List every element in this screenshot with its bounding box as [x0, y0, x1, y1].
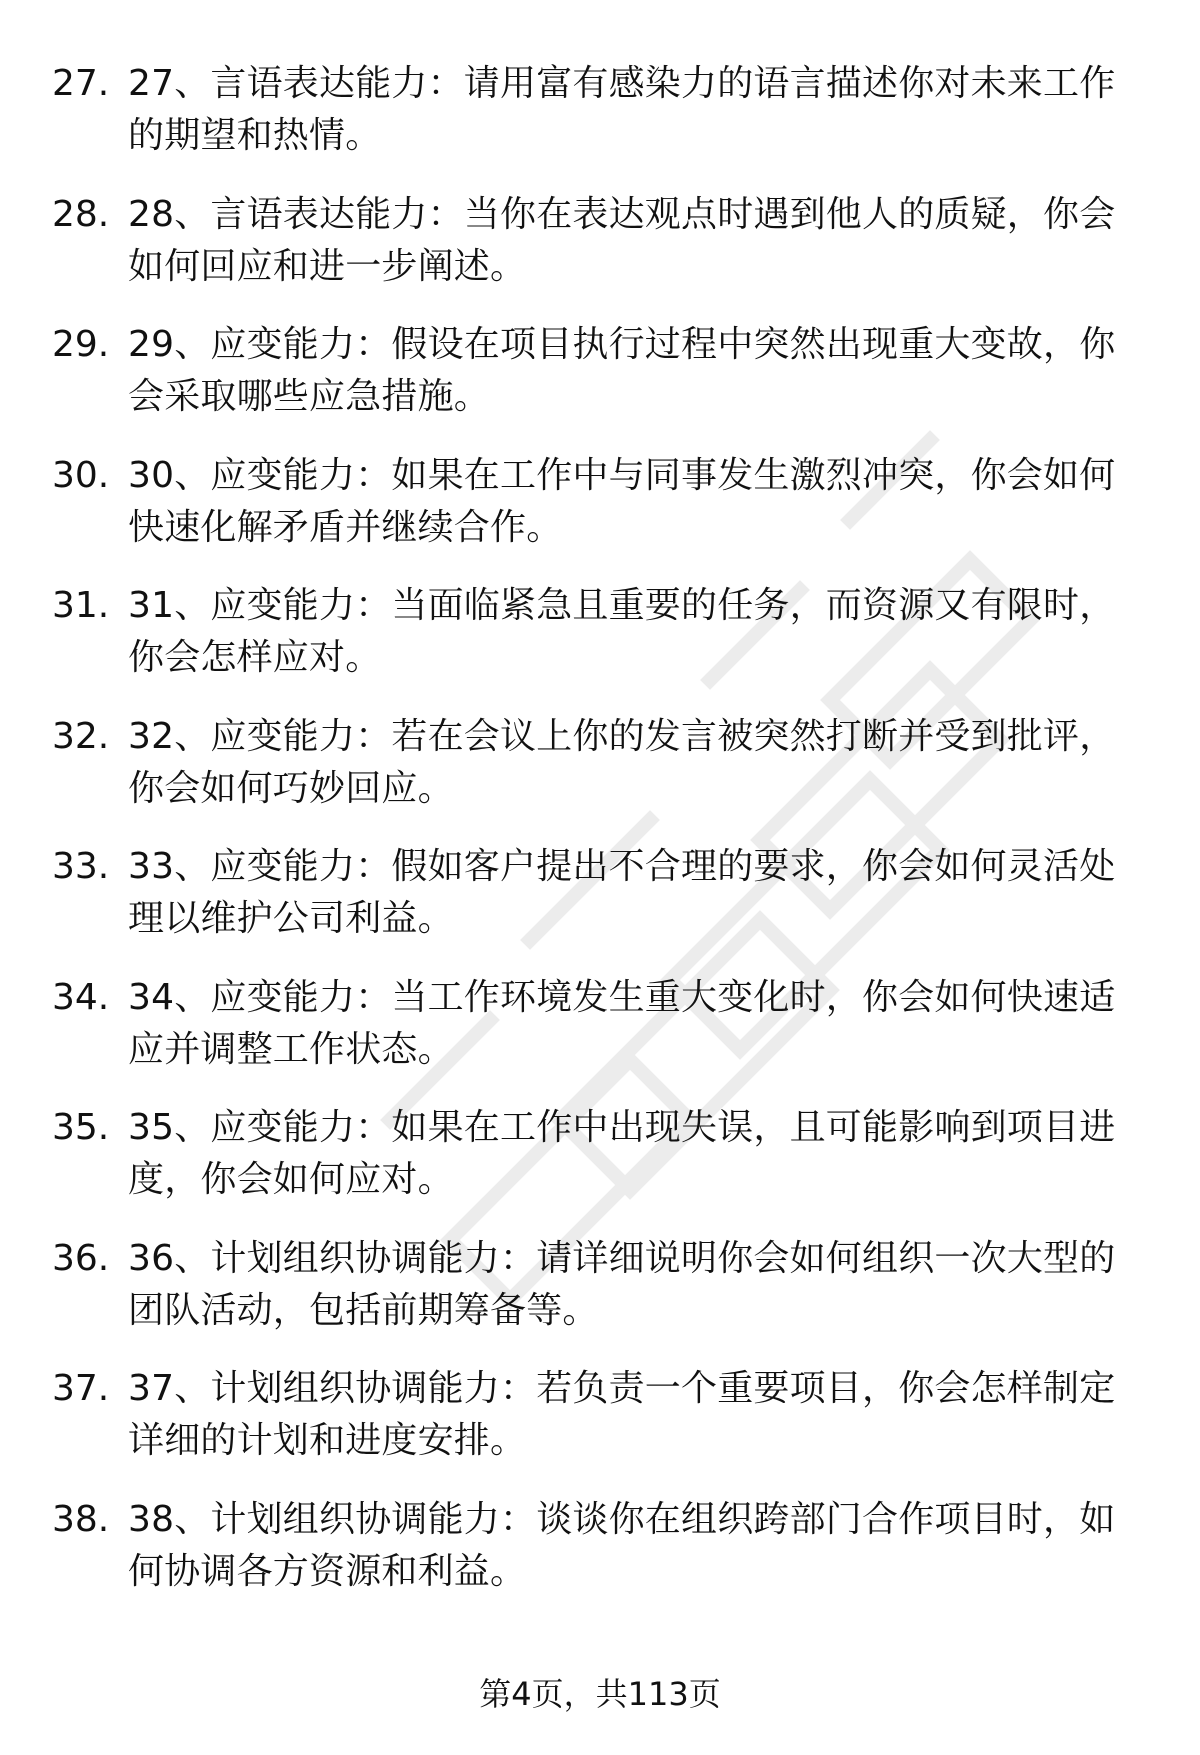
item-text: 37、计划组织协调能力：若负责一个重要项目，你会怎样制定详细的计划和进度安排。: [128, 1368, 1116, 1461]
list-item: [0, 189, 1200, 320]
item-text: 31、应变能力：当面临紧急且重要的任务，而资源又有限时，你会怎样应对。: [128, 585, 1116, 678]
item-text: 35、应变能力：如果在工作中出现失误，且可能影响到项目进度，你会如何应对。: [128, 1107, 1116, 1200]
list-item: [0, 841, 1200, 972]
item-text: 29、应变能力：假设在项目执行过程中突然出现重大变故，你会采取哪些应急措施。: [128, 324, 1116, 417]
page-footer: 第4页，共113页: [479, 1675, 721, 1713]
list-item: [0, 1363, 1200, 1494]
item-text: 38、计划组织协调能力：谈谈你在组织跨部门合作项目时，如何协调各方资源和利益。: [128, 1498, 1116, 1592]
item-number: 29.: [52, 324, 110, 365]
item-number: 33.: [52, 846, 110, 887]
item-text: 32、应变能力：若在会议上你的发言被突然打断并受到批评，你会如何巧妙回应。: [128, 715, 1116, 809]
list-item: [0, 1102, 1200, 1233]
item-text: 36、计划组织协调能力：请详细说明你会如何组织一次大型的团队活动，包括前期筹备等。: [128, 1237, 1116, 1331]
list-item: [0, 580, 1200, 711]
item-number: 30.: [52, 454, 110, 496]
list-item: [0, 972, 1200, 1103]
item-number: 34.: [52, 976, 110, 1018]
list-item: [0, 711, 1200, 842]
item-number: 37.: [52, 1368, 110, 1409]
item-number: 36.: [52, 1237, 110, 1279]
item-text: 33、应变能力：假如客户提出不合理的要求，你会如何灵活处理以维护公司利益。: [128, 846, 1116, 939]
item-text: 28、言语表达能力：当你在表达观点时遇到他人的质疑，你会如何回应和进一步阐述。: [128, 193, 1116, 287]
list-item: [0, 1233, 1200, 1364]
item-number: 38.: [52, 1498, 110, 1540]
item-number: 32.: [52, 715, 110, 757]
item-text: 30、应变能力：如果在工作中与同事发生激烈冲突，你会如何快速化解矛盾并继续合作。: [128, 454, 1116, 548]
item-number: 27.: [52, 63, 110, 104]
item-number: 35.: [52, 1107, 110, 1148]
item-number: 28.: [52, 193, 110, 235]
list-item: [0, 450, 1200, 581]
list-item: [0, 58, 1200, 189]
item-text: 27、言语表达能力：请用富有感染力的语言描述你对未来工作的期望和热情。: [128, 63, 1116, 156]
list-item: [0, 319, 1200, 450]
question-list: [0, 58, 1200, 1624]
item-text: 34、应变能力：当工作环境发生重大变化时，你会如何快速适应并调整工作状态。: [128, 976, 1116, 1070]
item-number: 31.: [52, 585, 110, 626]
list-item: [0, 1494, 1200, 1625]
